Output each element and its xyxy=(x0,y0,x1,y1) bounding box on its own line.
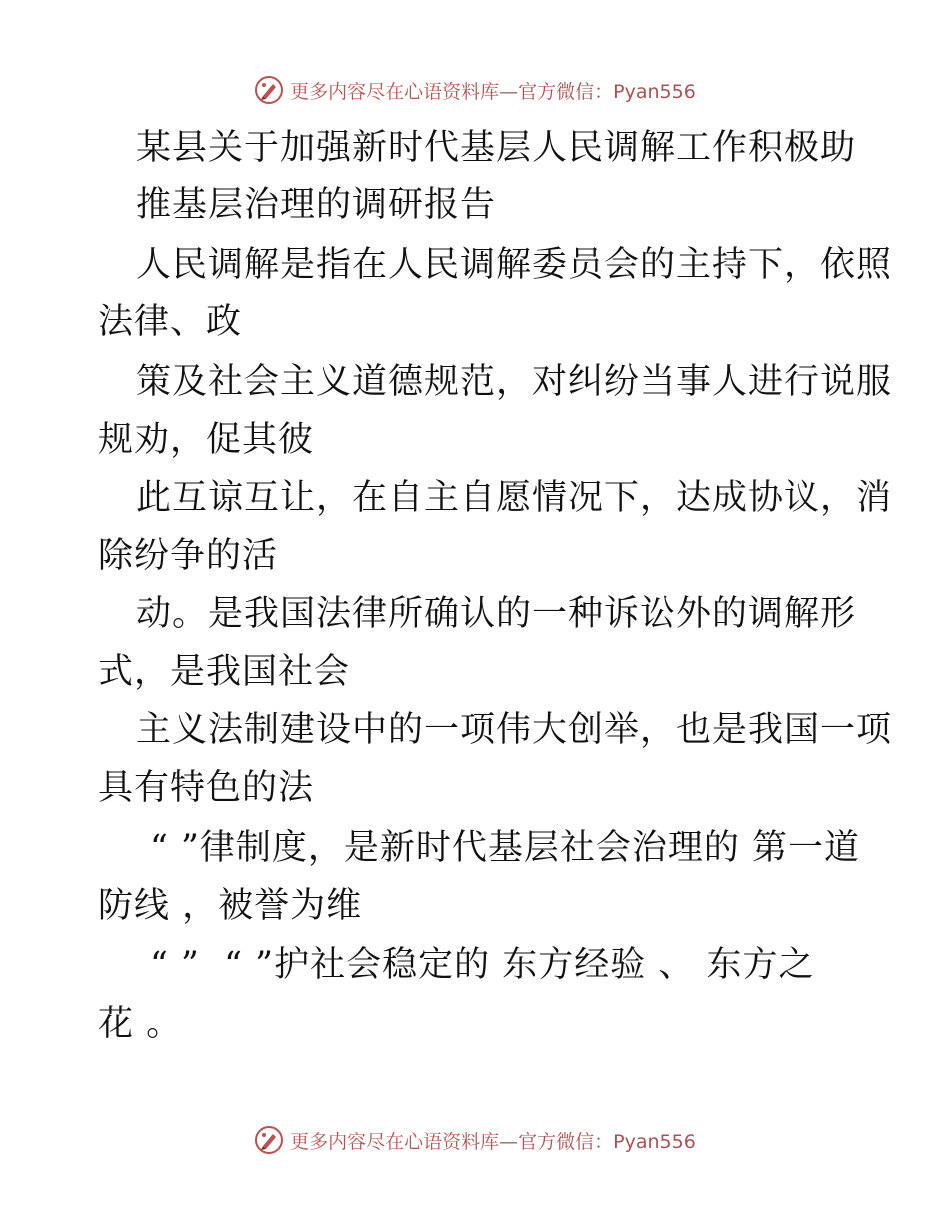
footer-banner-text xyxy=(290,1127,696,1154)
paragraph-line: “ ”律制度，是新时代基层社会治理的 第一道 xyxy=(150,828,861,868)
paragraph-line: 防线 ，被誉为维 xyxy=(98,886,363,926)
paragraph-line: 主义法制建设中的一项伟大创举，也是我国一项 xyxy=(136,710,893,750)
footer-banner-contact: 官方微信：Pyan556 xyxy=(518,1130,696,1153)
paragraph-line: 花 。 xyxy=(98,1004,183,1044)
header-banner xyxy=(0,70,950,110)
paragraph-line: 式，是我国社会 xyxy=(98,652,351,692)
footer-banner xyxy=(0,1120,950,1160)
footer-banner-main: 更多内容尽在心语资料库 xyxy=(290,1130,500,1153)
paragraph-line: 此互谅互让，在自主自愿情况下，达成协议，消 xyxy=(136,478,893,518)
paragraph-line: 除纷争的活 xyxy=(98,536,279,576)
paragraph-line: 动。是我国法律所确认的一种诉讼外的调解形 xyxy=(136,594,857,634)
document-title-line-1: 某县关于加强新时代基层人民调解工作积极助 xyxy=(136,128,857,168)
document-title-line-2: 推基层治理的调研报告 xyxy=(136,185,497,225)
paragraph-line: 具有特色的法 xyxy=(98,768,315,808)
header-banner-text xyxy=(290,77,696,104)
footer-banner-separator: — xyxy=(499,1130,519,1153)
header-banner-main: 更多内容尽在心语资料库 xyxy=(290,80,500,103)
paragraph-line: “ ” “ ”护社会稳定的 东方经验 、 东方之 xyxy=(150,945,815,985)
paragraph-line: 人民调解是指在人民调解委员会的主持下，依照 xyxy=(136,245,893,285)
pen-logo-icon xyxy=(254,1125,284,1155)
pen-logo-icon xyxy=(254,75,284,105)
paragraph-line: 规劝，促其彼 xyxy=(98,420,315,460)
header-banner-separator: — xyxy=(499,80,519,103)
paragraph-line: 策及社会主义道德规范，对纠纷当事人进行说服 xyxy=(136,362,893,402)
header-banner-contact: 官方微信：Pyan556 xyxy=(518,80,696,103)
paragraph-line: 法律、政 xyxy=(98,302,243,342)
